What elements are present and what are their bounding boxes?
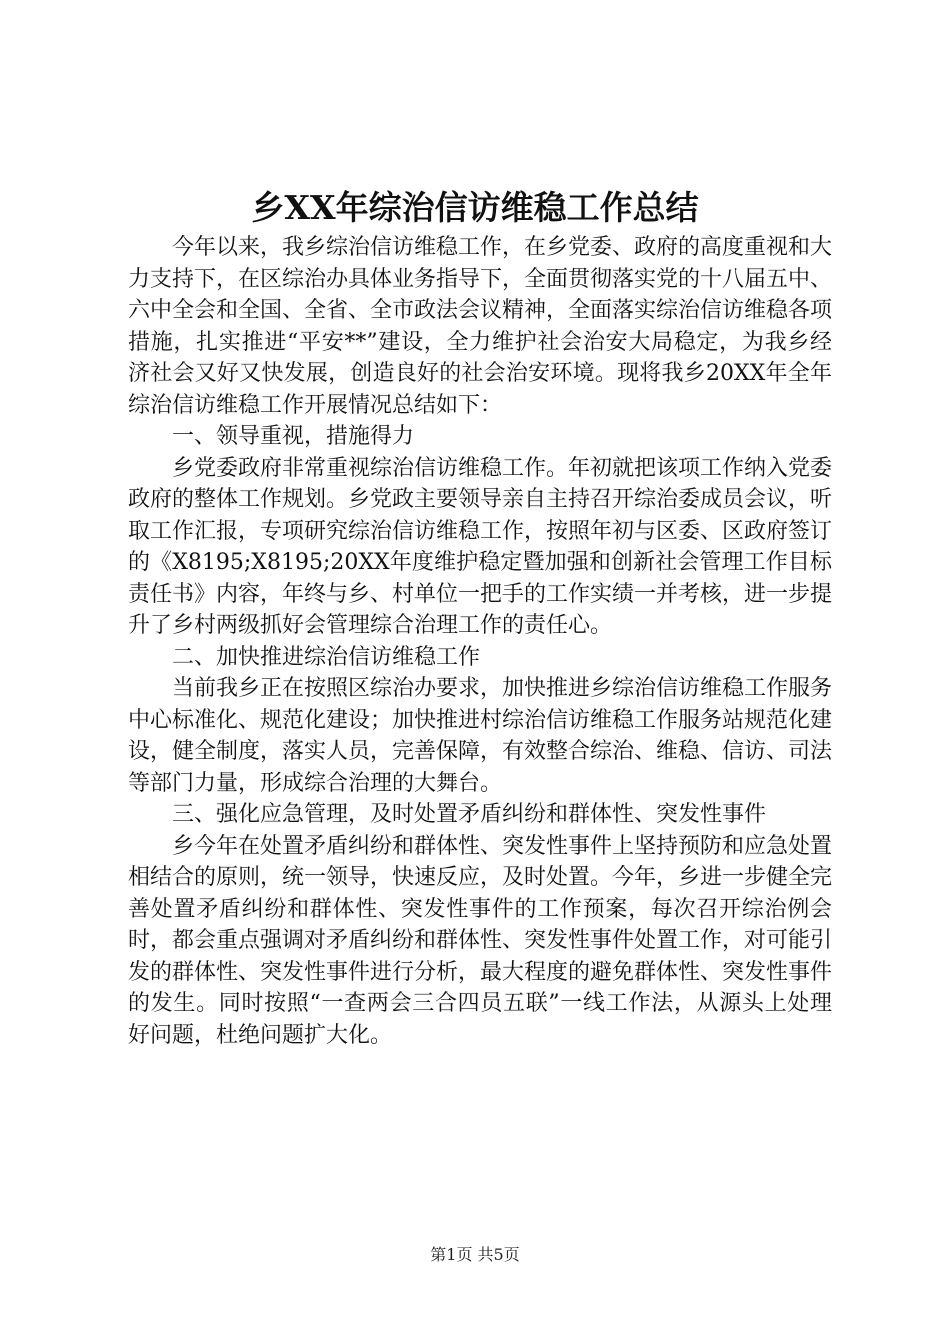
document-body (128, 232, 832, 1051)
section-1-text: 乡党委政府非常重视综治信访维稳工作。年初就把该项工作纳入党委政府的整体工作规划。乡党政主要领导亲自主持召开综治委成员会议，听取工作汇报，专项研究综治信访维稳工作，按照年初与区委、区政府签订的《X8195;X8195;20XX年度维护稳定暨加强和创新社会管理工作目标责任书》内容，年终与乡、村单位一把手的工作实绩一并考核，进一步提升了乡村两级抓好会管理综合治理工作的责任心。 (128, 455, 833, 638)
page-footer: 第1页 共5页 (430, 1245, 520, 1264)
section-1-heading: 一、领导重视，措施得力 (172, 424, 415, 449)
document-title: 乡XX年综治信访维稳工作总结 (251, 188, 699, 227)
intro-paragraph: 今年以来，我乡综治信访维稳工作，在乡党委、政府的高度重视和大力支持下，在区综治办具体业务指导下，全面贯彻落实党的十八届五中、六中全会和全国、全省、全市政法会议精神，全面落实综治信访维稳各项措施，扎实推进“平安**”建设，全力维护社会治安大局稳定，为我乡经济社会又好又快发展，创造良好的社会治安环境。现将我乡20XX年全年综治信访维稳工作开展情况总结如下： (128, 235, 833, 418)
section-3-text: 乡今年在处置矛盾纠纷和群体性、突发性事件上坚持预防和应急处置相结合的原则，统一领导，快速反应，及时处置。今年，乡进一步健全完善处置矛盾纠纷和群体性、突发性事件的工作预案，每次召开综治例会时，都会重点强调对矛盾纠纷和群体性、突发性事件处置工作，对可能引发的群体性、突发性事件进行分析，最大程度的避免群体性、突发性事件的发生。同时按照“一查两会三合四员五联”一线工作法，从源头上处理好问题，杜绝问题扩大化。 (128, 833, 833, 1048)
section-3-heading: 三、强化应急管理，及时处置矛盾纠纷和群体性、突发性事件 (172, 802, 767, 827)
section-2-heading: 二、加快推进综治信访维稳工作 (172, 644, 481, 670)
section-2-text: 当前我乡正在按照区综治办要求，加快推进乡综治信访维稳工作服务中心标准化、规范化建设；加快推进村综治信访维稳工作服务站规范化建设，健全制度，落实人员，完善保障，有效整合综治、维稳、信访、司法等部门力量，形成综合治理的大舞台。 (128, 676, 833, 796)
